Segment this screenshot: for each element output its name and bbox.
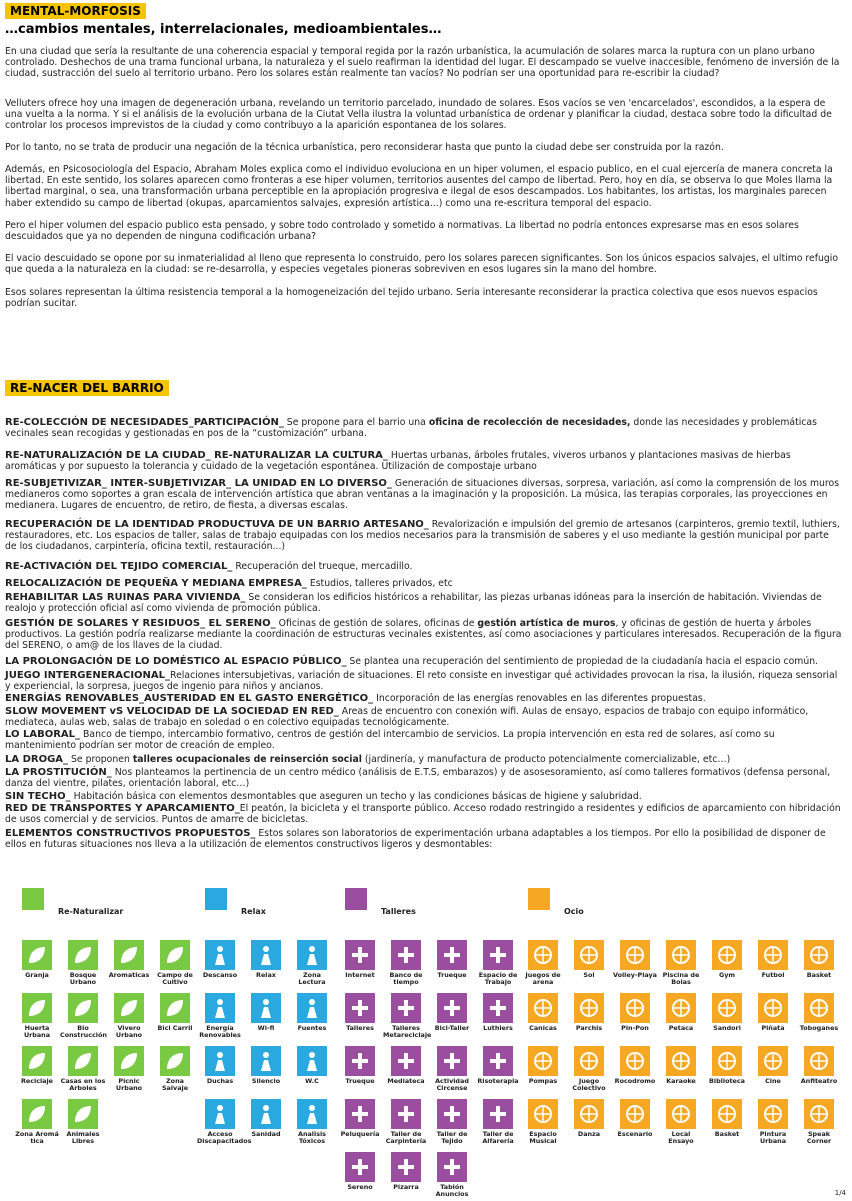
- proposal-lead: RE-COLECCIÓN DE NECESIDADES_PARTICIPACIÓN_: [5, 417, 284, 428]
- ball-icon: [712, 940, 742, 970]
- person-icon: [205, 993, 235, 1023]
- proposal-text: Huertas urbanas, árboles frutales, viveros urbanos y plantaciones masivas de hierbas aromáticas y por supuesto la tolerancia y cuidado de la vegetación espontánea. Utilización de compostaje urbano: [5, 450, 791, 473]
- icon-caption: Espacio Musical: [529, 1130, 557, 1145]
- proposal-text: Incorporación de las energías renovables en las diferentes propuestas.: [373, 693, 706, 704]
- ball-icon: [666, 1099, 696, 1129]
- proposal-lead: RELOCALIZACIÓN DE PEQUEÑA Y MEDIANA EMPRESA_: [5, 578, 307, 589]
- icon-caption: Banco de tiempo: [389, 971, 423, 986]
- icon-caption: Mediateca: [387, 1077, 425, 1085]
- leaf-icon: [160, 993, 190, 1023]
- icon-caption: Vivero Urbano: [115, 1024, 143, 1039]
- proposal-lead: ELEMENTOS CONSTRUCTIVOS PROPUESTOS_: [5, 828, 256, 839]
- proposal-item: [5, 803, 843, 825]
- ball-icon: [574, 1046, 604, 1076]
- icon-caption: Escenario: [617, 1130, 653, 1138]
- icon-caption: Basket: [714, 1130, 740, 1138]
- icon-caption: Sandori: [713, 1024, 741, 1032]
- proposal-item: [5, 578, 843, 589]
- proposal-item: [5, 670, 843, 692]
- ball-icon: [666, 993, 696, 1023]
- proposal-emphasis: gestión artística de muros: [477, 618, 616, 629]
- proposal-item: [5, 656, 843, 667]
- proposal-item: [5, 450, 843, 472]
- icon-caption: Speak Corner: [806, 1130, 832, 1145]
- proposal-emphasis: talleres ocupacionales de reinserción social: [132, 754, 362, 765]
- person-icon: [251, 940, 281, 970]
- leaf-icon: [68, 940, 98, 970]
- intro-paragraph: En una ciudad que sería la resultante de una coherencia espacial y temporal regida por la razón urbanística, la acumulación de solares marca la ruptura con un plano urbano controlado. Deshechos de una trama funcional urbana, la naturaleza y el suelo reafirman la identidad del lugar. El descampado se vuelve inaccesible, fenómeno de inversión de la ciudad, sustracción del suelo al territorio urbano. Pero los solares están realmente tan vacíos? No podrían ser una oportunidad para re-escribir la ciudad?: [5, 46, 840, 80]
- person-icon: [251, 993, 281, 1023]
- proposal-lead: SIN TECHO_: [5, 791, 71, 802]
- category-swatch: [22, 888, 44, 910]
- icon-caption: Pin-Pon: [621, 1024, 649, 1032]
- category-swatch: [528, 888, 550, 910]
- proposal-text: donde las necesidades y problemáticas vecinales sean recogidas y gestionadas en pos de la “customización” urbana.: [5, 417, 817, 440]
- ball-icon: [804, 940, 834, 970]
- icon-caption: Taller de Carpintería: [385, 1130, 427, 1145]
- icon-caption: W.C: [305, 1077, 319, 1085]
- tool-icon: [391, 1152, 421, 1182]
- proposal-item: [5, 828, 843, 850]
- ball-icon: [574, 940, 604, 970]
- proposal-lead: LO LABORAL_: [5, 729, 81, 740]
- icon-caption: Canicas: [529, 1024, 557, 1032]
- tool-icon: [437, 940, 467, 970]
- proposal-item: [5, 618, 843, 652]
- proposal-text: (jardinería, y manufactura de producto potencialmente comercializable, etc…): [361, 754, 731, 765]
- leaf-icon: [160, 940, 190, 970]
- tool-icon: [483, 1099, 513, 1129]
- proposal-lead: RECUPERACIÓN DE LA IDENTIDAD PRODUCTUVA DE UN BARRIO ARTESANO_: [5, 519, 429, 530]
- icon-caption: Bosque Urbano: [69, 971, 97, 986]
- icon-caption: Trueque: [345, 1077, 375, 1085]
- icon-caption: Danza: [577, 1130, 601, 1138]
- tool-icon: [345, 1099, 375, 1129]
- tool-icon: [437, 1099, 467, 1129]
- ball-icon: [712, 993, 742, 1023]
- icon-caption: Petaca: [668, 1024, 694, 1032]
- subtitle: …cambios mentales, interrelacionales, medioambientales…: [5, 22, 442, 37]
- category-swatch: [345, 888, 367, 910]
- leaf-icon: [68, 1099, 98, 1129]
- proposal-item: [5, 561, 843, 572]
- person-icon: [297, 940, 327, 970]
- proposal-lead: JUEGO INTERGENERACIONAL_: [5, 670, 171, 681]
- tool-icon: [437, 1152, 467, 1182]
- ball-icon: [804, 1099, 834, 1129]
- icon-caption: Picnic Urbano: [115, 1077, 143, 1092]
- ball-icon: [620, 940, 650, 970]
- leaf-icon: [68, 1046, 98, 1076]
- icon-caption: Energía Renovables: [199, 1024, 241, 1039]
- icon-caption: Piscina de Bolas: [662, 971, 700, 986]
- proposal-lead: RED DE TRANSPORTES Y APARCAMIENTO_: [5, 803, 240, 814]
- icon-caption: Zona Salvaje: [161, 1077, 189, 1092]
- ball-icon: [528, 1046, 558, 1076]
- proposal-text: Estos solares son laboratorios de experimentación urbana adaptables a los tiempos. Por ello la posibilidad de disponer de ellos en futuras situaciones nos lleva a la utilización de elementos constructivos ligeros y desmontables:: [5, 828, 826, 851]
- ball-icon: [712, 1099, 742, 1129]
- leaf-icon: [114, 940, 144, 970]
- icon-caption: Internet: [345, 971, 375, 979]
- proposal-lead: RE-ACTIVACIÓN DEL TEJIDO COMERCIAL_: [5, 561, 233, 572]
- icon-caption: Futbol: [761, 971, 785, 979]
- proposal-item: [5, 729, 843, 751]
- icon-caption: Gym: [718, 971, 736, 979]
- proposal-text: , y oficinas de gestión de huerta y árboles productivos. La gestión podría realizarse mediante la coordinación de estructuras vecinales existentes, así como asociaciones y particulares interesados. Recuperación de la figura del SERENO, o am@ de los llaves de la ciudad.: [5, 618, 842, 652]
- proposal-item: [5, 754, 843, 765]
- person-icon: [251, 1046, 281, 1076]
- icon-caption: Pizarra: [393, 1183, 419, 1191]
- icon-caption: Local Ensayo: [668, 1130, 694, 1145]
- icon-caption: Bici Carril: [157, 1024, 193, 1032]
- icon-caption: Pompas: [528, 1077, 558, 1085]
- icon-caption: Juego Colectivo: [572, 1077, 606, 1092]
- proposal-text: Se plantea una recuperación del sentimiento de propiedad de la ciudadanía hacia el espacio común.: [346, 656, 819, 667]
- leaf-icon: [22, 993, 52, 1023]
- icon-caption: Analisis Tóxicos: [298, 1130, 326, 1145]
- icon-caption: Pintura Urbana: [759, 1130, 787, 1145]
- ball-icon: [758, 993, 788, 1023]
- icon-caption: Animales Libres: [66, 1130, 100, 1145]
- tool-icon: [391, 940, 421, 970]
- leaf-icon: [22, 1099, 52, 1129]
- person-icon: [297, 1099, 327, 1129]
- ball-icon: [758, 940, 788, 970]
- icon-caption: Granja: [25, 971, 49, 979]
- intro-paragraph: Por lo tanto, no se trata de producir una negación de la técnica urbanística, pero reconsiderar hasta que punto la ciudad debe ser construida por la razón.: [5, 142, 724, 153]
- icon-caption: Tablón Anuncios: [435, 1183, 469, 1198]
- icon-caption: Volley-Playa: [613, 971, 657, 979]
- proposal-text: Se propone para el barrio una: [283, 417, 429, 428]
- leaf-icon: [160, 1046, 190, 1076]
- ball-icon: [620, 1046, 650, 1076]
- category-label: Re-Naturalizar: [58, 907, 124, 916]
- proposal-text: Se consideran los edificios históricos a rehabilitar, las piezas urbanas idóneas para la inserción de habitación. Viviendas de realojo y protección oficial así como vivienda de promoción pública.: [5, 592, 822, 615]
- ball-icon: [804, 1046, 834, 1076]
- proposal-text: Recuperación del trueque, mercadillo.: [232, 561, 413, 572]
- proposal-lead: SLOW MOVEMENT vS VELOCIDAD DE LA SOCIEDAD EN RED_: [5, 706, 339, 717]
- proposal-lead: RE-SUBJETIVIZAR_ INTER-SUBJETIVIZAR_ LA UNIDAD EN LO DIVERSO_: [5, 478, 392, 489]
- tool-icon: [345, 1046, 375, 1076]
- intro-paragraph: Esos solares representan la última resistencia temporal a la homogeneización del tejido urbano. Seria interesante reconsiderar la practica colectiva que esos nuevos espacios podrían sucitar.: [5, 287, 818, 310]
- icon-caption: Reciclaje: [20, 1077, 54, 1085]
- icon-caption: Descanso: [202, 971, 238, 979]
- icon-caption: Duchas: [206, 1077, 234, 1085]
- icon-caption: Sol: [583, 971, 595, 979]
- icon-caption: Anfiteatro: [800, 1077, 838, 1085]
- ball-icon: [528, 1099, 558, 1129]
- ball-icon: [528, 993, 558, 1023]
- icon-caption: Fuentes: [297, 1024, 327, 1032]
- tool-icon: [345, 940, 375, 970]
- proposal-item: [5, 478, 843, 512]
- intro-paragraph: Además, en Psicosociología del Espacio, Abraham Moles explica como el individuo evoluciona en un hiper volumen, el espacio publico, en el cual ejercería de manera concreta la libertad. En este sentido, los solares aparecen como fronteras a ese hiper volumen, territorios ausentes del campo de libertad. Pero, hoy en día, se observa lo que Moles llama la libertad marginal, o sea, una transformación urbana perceptible en la apropiación progresiva e ilegal de esos descampados. Los habitantes, los artistas, los marginales parecen haber extendido su campo de libertad (okupas, aparcamientos salvajes, expresión artística...) como una re-escritura temporal del espacio.: [5, 164, 833, 209]
- icon-caption: Relax: [256, 971, 276, 979]
- proposal-text: Areas de encuentro con conexión wifi. Aulas de ensayo, espacios de trabajo con equipo informático, mediateca, aulas web, salas de trabajo en soledad o en colectivo equipadas tecnológicamente.: [5, 706, 809, 729]
- icon-caption: Acceso Discapacitados: [197, 1130, 252, 1145]
- ball-icon: [666, 1046, 696, 1076]
- proposal-lead: LA PROLONGACIÓN DE LO DOMÉSTICO AL ESPACIO PÚBLICO_: [5, 656, 347, 667]
- intro-paragraph: Velluters ofrece hoy una imagen de degeneración urbana, revelando un territorio parcelado, inundado de solares. Esos vacíos se ven 'encarcelados', escondidos, a la espera de una vuelta a la norma. Y si el análisis de la evolución urbana de la Ciutat Vella ilustra la voluntad urbanística de ordenar y planificar la ciudad, destaca sobre todo la dificultad de controlar los procesos imprevistos de la ciudad y como contribuyo a la aparición espontanea de los solares.: [5, 98, 832, 132]
- tool-icon: [391, 993, 421, 1023]
- ball-icon: [758, 1099, 788, 1129]
- tool-icon: [437, 993, 467, 1023]
- proposal-text: Nos planteamos la pertinencia de un centro médico (análisis de E.T.S, embarazos) y de asosesoramiento, así como talleres formativos (defensa personal, danza del vientre, pilates, orientación laboral, etc…): [5, 767, 831, 790]
- proposal-text: Banco de tiempo, intercambio formativo, centros de gestión del intercambio de servicios. La propia intervención en esta red de solares, así como su mantenimiento podrían ser motor de creación de empleo.: [5, 729, 775, 752]
- tool-icon: [391, 1099, 421, 1129]
- proposal-lead: ENERGÍAS RENOVABLES_AUSTERIDAD EN EL GASTO ENERGÉTICO_: [5, 693, 374, 704]
- icon-caption: Taller de Alfarería: [482, 1130, 514, 1145]
- icon-caption: Basket: [806, 971, 832, 979]
- proposal-text: Revalorización e impulsión del gremio de artesanos (carpinteros, gremio textil, luthiers, restauradores, etc. Los espacios de taller, salas de trabajo equipadas con los medios necesarios para la transmisión de saberes y el uso mediante la gestión municipal por parte de los ciudadanos, carpintería, oficina textil, restauración...): [5, 519, 840, 553]
- category-label: Relax: [241, 907, 266, 916]
- intro-paragraph: El vacio descuidado se opone por su inmaterialidad al lleno que representa lo construido, pero los solares parecen significantes. Son los únicos espacios salvajes, el ultimo refugio que queda a la naturaleza en la ciudad: se re-desarrolla, y especies vegetales pioneras sobreviven en esos lugares sin la mano del hombre.: [5, 253, 839, 276]
- leaf-icon: [114, 1046, 144, 1076]
- icon-caption: Risoterapia: [477, 1077, 519, 1085]
- proposal-item: [5, 519, 843, 553]
- icon-caption: Actividad Circense: [435, 1077, 469, 1092]
- leaf-icon: [22, 1046, 52, 1076]
- proposal-text: Generación de situaciones diversas, sorpresa, variación, así como la comprensión de los muros medianeros como soportes a gran escala de intervención artística que abran ventanas a la imaginación y la proposición. La música, las terapias corporales, las proyecciones en medianera. Lugares de encuentro, de retiro, de fiesta, a diversas escalas.: [5, 478, 840, 512]
- proposal-lead: GESTIÓN DE SOLARES Y RESIDUOS_ EL SERENO_: [5, 618, 276, 629]
- proposal-lead: LA PROSTITUCIÓN_: [5, 767, 112, 778]
- icon-caption: Karaoke: [666, 1077, 696, 1085]
- ball-icon: [528, 940, 558, 970]
- person-icon: [205, 1046, 235, 1076]
- icon-caption: Piñata: [761, 1024, 785, 1032]
- category-label: Ocio: [564, 907, 584, 916]
- section-header-re-nacer: RE-NACER DEL BARRIO: [5, 380, 169, 396]
- icon-caption: Talleres Metareciclaje: [383, 1024, 432, 1039]
- proposal-item: [5, 417, 843, 439]
- tool-icon: [483, 940, 513, 970]
- proposal-text: Se proponen: [68, 754, 133, 765]
- proposal-text: El peatón, la bicicleta y el transporte público. Acceso rodado restringido a residentes y edificios de aparcamiento con hibridación de usos comercial y de servicios. Puntos de amarre de bicicletas.: [5, 803, 841, 826]
- category-label: Talleres: [381, 907, 416, 916]
- icon-caption: Zona Lectura: [298, 971, 326, 986]
- proposal-item: [5, 693, 843, 704]
- proposal-lead: RE-NATURALIZACIÓN DE LA CIUDAD_ RE-NATURALIZAR LA CULTURA_: [5, 450, 388, 461]
- section-header-mental-morfosis: MENTAL-MORFOSIS: [5, 3, 146, 19]
- person-icon: [205, 1099, 235, 1129]
- person-icon: [205, 940, 235, 970]
- proposal-text: Estudios, talleres privados, etc: [306, 578, 453, 589]
- proposal-lead: LA DROGA_: [5, 754, 69, 765]
- intro-paragraph: Pero el hiper volumen del espacio publico esta pensado, y sobre todo controlado y sometido a normativas. La libertad no podría entonces expresarse mas en esos solares descuidados que ya no dependen de ninguna codificación urbana?: [5, 220, 799, 243]
- icon-caption: Biblioteca: [709, 1077, 745, 1085]
- person-icon: [251, 1099, 281, 1129]
- icon-caption: Casas en los Arboles: [60, 1077, 106, 1092]
- proposal-text: Relaciones intersubjetivas, variación de situaciones. El reto consiste en investigar qué actividades provocan la risa, la ilusión, riqueza sensorial y experiencial, la sorpresa, juegos de ingenio para niños y ancianos.: [5, 670, 838, 693]
- icon-caption: Zona Aromá tica: [15, 1130, 59, 1145]
- category-swatch: [205, 888, 227, 910]
- ball-icon: [574, 993, 604, 1023]
- icon-caption: Bici-Taller: [434, 1024, 470, 1032]
- leaf-icon: [68, 993, 98, 1023]
- icon-caption: Juegos de arena: [525, 971, 561, 986]
- tool-icon: [345, 1152, 375, 1182]
- person-icon: [297, 993, 327, 1023]
- icon-caption: Rocodromo: [614, 1077, 656, 1085]
- proposal-item: [5, 791, 843, 802]
- proposal-item: [5, 767, 843, 789]
- tool-icon: [483, 1046, 513, 1076]
- proposal-item: [5, 592, 843, 614]
- tool-icon: [391, 1046, 421, 1076]
- page-number: 1/4: [834, 1189, 846, 1197]
- icon-caption: Espacio de Trabajo: [478, 971, 518, 986]
- proposal-text: Habitación básica con elementos desmontables que aseguren un techo y las condiciones básicas de higiene y salubridad.: [70, 791, 642, 802]
- ball-icon: [620, 1099, 650, 1129]
- leaf-icon: [22, 940, 52, 970]
- icon-caption: Aromaticas: [108, 971, 150, 979]
- icon-caption: Trueque: [437, 971, 467, 979]
- ball-icon: [804, 993, 834, 1023]
- ball-icon: [574, 1099, 604, 1129]
- icon-caption: Bio Construcción: [60, 1024, 107, 1039]
- icon-caption: Silencio: [251, 1077, 281, 1085]
- tool-icon: [483, 993, 513, 1023]
- icon-caption: Huerta Urbana: [23, 1024, 51, 1039]
- icon-caption: Luthiers: [483, 1024, 513, 1032]
- ball-icon: [620, 993, 650, 1023]
- icon-caption: Parchis: [575, 1024, 603, 1032]
- icon-caption: Peluquería: [340, 1130, 380, 1138]
- proposal-emphasis: oficina de recolección de necesidades,: [428, 417, 631, 428]
- ball-icon: [666, 940, 696, 970]
- icon-caption: Sereno: [347, 1183, 373, 1191]
- icon-caption: Talleres: [346, 1024, 374, 1032]
- icon-caption: Wi-fi: [257, 1024, 275, 1032]
- ball-icon: [712, 1046, 742, 1076]
- proposal-lead: REHABILITAR LAS RUINAS PARA VIVIENDA_: [5, 592, 246, 603]
- icon-caption: Taller de Tejido: [436, 1130, 468, 1145]
- proposal-text: Oficinas de gestión de solares, oficinas de: [275, 618, 478, 629]
- person-icon: [297, 1046, 327, 1076]
- icon-caption: Campo de Cultivo: [157, 971, 193, 986]
- leaf-icon: [114, 993, 144, 1023]
- icon-caption: Cine: [765, 1077, 781, 1085]
- tool-icon: [437, 1046, 467, 1076]
- proposal-item: [5, 706, 843, 728]
- icon-caption: Toboganes: [799, 1024, 839, 1032]
- tool-icon: [345, 993, 375, 1023]
- ball-icon: [758, 1046, 788, 1076]
- icon-caption: Sanidad: [251, 1130, 281, 1138]
